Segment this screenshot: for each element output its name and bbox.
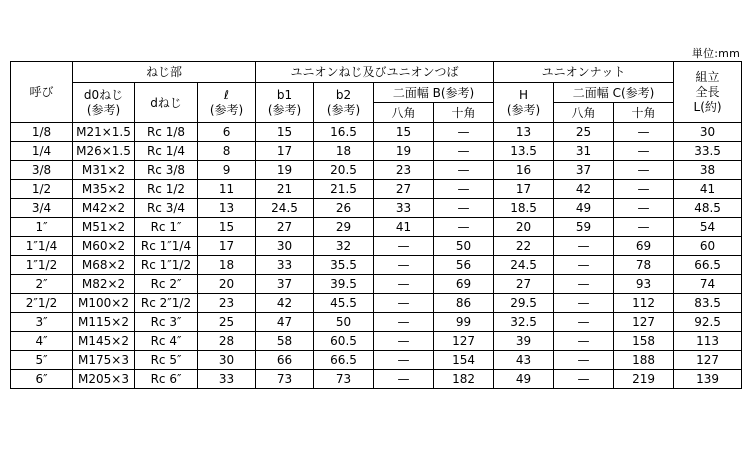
cell-b2: 66.5 [314, 351, 374, 370]
cell-width-b-oct: 23 [374, 161, 434, 180]
cell-size: 1/8 [11, 123, 73, 142]
cell-b1: 37 [256, 275, 314, 294]
header-ell-label: ℓ [224, 88, 229, 102]
cell-total-length: 66.5 [674, 256, 742, 275]
cell-ell: 25 [198, 313, 256, 332]
cell-width-b-dec: 127 [434, 332, 494, 351]
cell-total-length: 41 [674, 180, 742, 199]
cell-width-c-oct: — [554, 332, 614, 351]
cell-b2: 60.5 [314, 332, 374, 351]
header-width-b-oct: 八角 [374, 103, 434, 123]
cell-width-b-oct: 19 [374, 142, 434, 161]
table-row [11, 332, 742, 351]
cell-ell: 6 [198, 123, 256, 142]
cell-d0-thread: M21×1.5 [73, 123, 135, 142]
cell-b1: 42 [256, 294, 314, 313]
cell-width-b-oct: — [374, 370, 434, 389]
header-d-thread: dねじ [135, 83, 198, 123]
cell-width-b-dec: — [434, 142, 494, 161]
header-width-c: 二面幅 C(参考) [554, 83, 674, 103]
cell-width-b-oct: — [374, 275, 434, 294]
cell-d-thread: Rc 1/8 [135, 123, 198, 142]
cell-width-c-oct: 49 [554, 199, 614, 218]
cell-total-length: 139 [674, 370, 742, 389]
header-width-c-dec: 十角 [614, 103, 674, 123]
cell-width-c-dec: 69 [614, 237, 674, 256]
cell-width-c-dec: 93 [614, 275, 674, 294]
cell-width-b-oct: 33 [374, 199, 434, 218]
cell-ell: 9 [198, 161, 256, 180]
cell-h: 32.5 [494, 313, 554, 332]
table-row [11, 161, 742, 180]
header-union-thread-group: ユニオンねじ及びユニオンつば [256, 62, 494, 83]
cell-width-c-dec: — [614, 123, 674, 142]
cell-width-b-oct: — [374, 351, 434, 370]
cell-d-thread: Rc 1″ [135, 218, 198, 237]
cell-d-thread: Rc 1″1/4 [135, 237, 198, 256]
table-row [11, 218, 742, 237]
cell-width-b-dec: — [434, 199, 494, 218]
cell-b1: 47 [256, 313, 314, 332]
cell-ell: 30 [198, 351, 256, 370]
cell-b1: 24.5 [256, 199, 314, 218]
table-row [11, 351, 742, 370]
header-total-length-line2: 全長 [695, 84, 720, 99]
cell-width-c-oct: — [554, 370, 614, 389]
cell-h: 29.5 [494, 294, 554, 313]
cell-d0-thread: M115×2 [73, 313, 135, 332]
cell-ell: 13 [198, 199, 256, 218]
cell-size: 1/2 [11, 180, 73, 199]
cell-total-length: 33.5 [674, 142, 742, 161]
header-total-length-line1: 組立 [695, 69, 720, 84]
cell-width-c-dec: — [614, 180, 674, 199]
header-b2 [314, 83, 374, 123]
cell-h: 18.5 [494, 199, 554, 218]
cell-width-b-dec: 99 [434, 313, 494, 332]
cell-b2: 45.5 [314, 294, 374, 313]
header-b1 [256, 83, 314, 123]
header-ell-ref: (参考) [209, 103, 244, 117]
cell-width-c-dec: 112 [614, 294, 674, 313]
cell-b2: 50 [314, 313, 374, 332]
header-h [494, 83, 554, 123]
cell-b2: 26 [314, 199, 374, 218]
cell-b1: 66 [256, 351, 314, 370]
cell-width-c-oct: — [554, 313, 614, 332]
cell-d-thread: Rc 5″ [135, 351, 198, 370]
cell-width-b-oct: 27 [374, 180, 434, 199]
cell-width-c-oct: — [554, 256, 614, 275]
cell-d-thread: Rc 1″1/2 [135, 256, 198, 275]
cell-b1: 30 [256, 237, 314, 256]
cell-d0-thread: M145×2 [73, 332, 135, 351]
cell-b2: 20.5 [314, 161, 374, 180]
cell-width-c-oct: 42 [554, 180, 614, 199]
cell-size: 5″ [11, 351, 73, 370]
cell-d-thread: Rc 1/4 [135, 142, 198, 161]
cell-size: 3″ [11, 313, 73, 332]
cell-width-c-oct: 25 [554, 123, 614, 142]
table-row [11, 237, 742, 256]
cell-width-c-dec: 188 [614, 351, 674, 370]
cell-ell: 28 [198, 332, 256, 351]
header-union-nut-group: ユニオンナット [494, 62, 674, 83]
cell-size: 1″1/2 [11, 256, 73, 275]
cell-ell: 15 [198, 218, 256, 237]
cell-width-c-oct: 31 [554, 142, 614, 161]
cell-b2: 39.5 [314, 275, 374, 294]
cell-d0-thread: M42×2 [73, 199, 135, 218]
cell-b1: 33 [256, 256, 314, 275]
cell-width-b-dec: 182 [434, 370, 494, 389]
cell-ell: 17 [198, 237, 256, 256]
cell-total-length: 127 [674, 351, 742, 370]
table-row [11, 294, 742, 313]
cell-b2: 29 [314, 218, 374, 237]
header-size: 呼び [11, 62, 73, 123]
cell-width-b-oct: — [374, 294, 434, 313]
header-h-ref: (参考) [506, 103, 541, 117]
cell-ell: 18 [198, 256, 256, 275]
cell-width-c-oct: — [554, 275, 614, 294]
union-dimension-table [10, 61, 742, 389]
cell-width-b-dec: 69 [434, 275, 494, 294]
cell-ell: 11 [198, 180, 256, 199]
cell-total-length: 38 [674, 161, 742, 180]
cell-size: 6″ [11, 370, 73, 389]
cell-total-length: 48.5 [674, 199, 742, 218]
cell-b1: 19 [256, 161, 314, 180]
cell-h: 16 [494, 161, 554, 180]
cell-size: 3/4 [11, 199, 73, 218]
table-row [11, 142, 742, 161]
cell-b2: 32 [314, 237, 374, 256]
cell-width-c-dec: — [614, 161, 674, 180]
table-row [11, 370, 742, 389]
cell-total-length: 83.5 [674, 294, 742, 313]
table-row [11, 180, 742, 199]
cell-size: 2″1/2 [11, 294, 73, 313]
cell-width-c-oct: — [554, 237, 614, 256]
cell-d0-thread: M60×2 [73, 237, 135, 256]
cell-width-c-dec: 158 [614, 332, 674, 351]
header-width-c-oct: 八角 [554, 103, 614, 123]
cell-size: 2″ [11, 275, 73, 294]
cell-b2: 21.5 [314, 180, 374, 199]
header-d0-thread [73, 83, 135, 123]
cell-width-c-dec: 219 [614, 370, 674, 389]
cell-h: 17 [494, 180, 554, 199]
cell-width-b-oct: — [374, 313, 434, 332]
header-total-length [674, 62, 742, 123]
cell-width-c-oct: — [554, 351, 614, 370]
cell-d0-thread: M82×2 [73, 275, 135, 294]
header-h-label: H [519, 88, 529, 102]
cell-d0-thread: M175×3 [73, 351, 135, 370]
cell-width-b-dec: 56 [434, 256, 494, 275]
cell-b1: 73 [256, 370, 314, 389]
cell-h: 24.5 [494, 256, 554, 275]
cell-b1: 58 [256, 332, 314, 351]
cell-width-c-oct: 59 [554, 218, 614, 237]
header-d0-label: d0ねじ [83, 88, 124, 102]
cell-ell: 23 [198, 294, 256, 313]
cell-total-length: 30 [674, 123, 742, 142]
cell-d0-thread: M100×2 [73, 294, 135, 313]
cell-total-length: 113 [674, 332, 742, 351]
cell-width-b-oct: 41 [374, 218, 434, 237]
table-body [11, 123, 742, 389]
cell-d0-thread: M205×3 [73, 370, 135, 389]
table-row [11, 123, 742, 142]
header-b2-label: b2 [335, 88, 352, 102]
cell-width-c-oct: 37 [554, 161, 614, 180]
table-row [11, 256, 742, 275]
cell-b1: 27 [256, 218, 314, 237]
header-width-b: 二面幅 B(参考) [374, 83, 494, 103]
header-b1-label: b1 [276, 88, 293, 102]
cell-d-thread: Rc 6″ [135, 370, 198, 389]
cell-width-c-dec: 78 [614, 256, 674, 275]
header-b1-ref: (参考) [267, 103, 302, 117]
cell-h: 39 [494, 332, 554, 351]
cell-total-length: 60 [674, 237, 742, 256]
cell-width-c-dec: 127 [614, 313, 674, 332]
cell-b1: 21 [256, 180, 314, 199]
cell-b2: 73 [314, 370, 374, 389]
cell-width-b-oct: — [374, 237, 434, 256]
cell-h: 20 [494, 218, 554, 237]
cell-ell: 20 [198, 275, 256, 294]
table-row [11, 275, 742, 294]
cell-b1: 17 [256, 142, 314, 161]
table-row [11, 199, 742, 218]
header-total-length-line3: L(約) [693, 99, 722, 114]
cell-width-b-oct: — [374, 256, 434, 275]
cell-d0-thread: M35×2 [73, 180, 135, 199]
cell-h: 22 [494, 237, 554, 256]
header-width-b-dec: 十角 [434, 103, 494, 123]
unit-label: 単位:mm [691, 47, 740, 60]
cell-h: 13 [494, 123, 554, 142]
cell-width-c-oct: — [554, 294, 614, 313]
cell-d-thread: Rc 3″ [135, 313, 198, 332]
cell-width-b-dec: — [434, 123, 494, 142]
cell-h: 49 [494, 370, 554, 389]
cell-size: 4″ [11, 332, 73, 351]
cell-d0-thread: M51×2 [73, 218, 135, 237]
cell-d-thread: Rc 3/4 [135, 199, 198, 218]
cell-width-b-dec: — [434, 180, 494, 199]
cell-width-b-oct: 15 [374, 123, 434, 142]
cell-size: 1/4 [11, 142, 73, 161]
cell-width-b-dec: 50 [434, 237, 494, 256]
cell-total-length: 54 [674, 218, 742, 237]
cell-size: 3/8 [11, 161, 73, 180]
cell-h: 27 [494, 275, 554, 294]
header-d0-ref: (参考) [86, 103, 121, 117]
cell-width-b-dec: 86 [434, 294, 494, 313]
cell-d-thread: Rc 1/2 [135, 180, 198, 199]
cell-d-thread: Rc 3/8 [135, 161, 198, 180]
cell-width-b-oct: — [374, 332, 434, 351]
cell-width-b-dec: — [434, 161, 494, 180]
cell-d-thread: Rc 2″ [135, 275, 198, 294]
table-row [11, 313, 742, 332]
cell-width-c-dec: — [614, 199, 674, 218]
header-ell [198, 83, 256, 123]
header-thread-group: ねじ部 [73, 62, 256, 83]
cell-h: 43 [494, 351, 554, 370]
cell-ell: 33 [198, 370, 256, 389]
cell-h: 13.5 [494, 142, 554, 161]
cell-width-b-dec: — [434, 218, 494, 237]
cell-width-c-dec: — [614, 142, 674, 161]
cell-d-thread: Rc 4″ [135, 332, 198, 351]
cell-total-length: 74 [674, 275, 742, 294]
cell-size: 1″1/4 [11, 237, 73, 256]
cell-b2: 35.5 [314, 256, 374, 275]
cell-b2: 18 [314, 142, 374, 161]
cell-d0-thread: M31×2 [73, 161, 135, 180]
cell-d0-thread: M68×2 [73, 256, 135, 275]
cell-width-b-dec: 154 [434, 351, 494, 370]
cell-d0-thread: M26×1.5 [73, 142, 135, 161]
header-b2-ref: (参考) [326, 103, 361, 117]
cell-d-thread: Rc 2″1/2 [135, 294, 198, 313]
cell-ell: 8 [198, 142, 256, 161]
cell-b2: 16.5 [314, 123, 374, 142]
cell-width-c-dec: — [614, 218, 674, 237]
cell-size: 1″ [11, 218, 73, 237]
cell-total-length: 92.5 [674, 313, 742, 332]
cell-b1: 15 [256, 123, 314, 142]
